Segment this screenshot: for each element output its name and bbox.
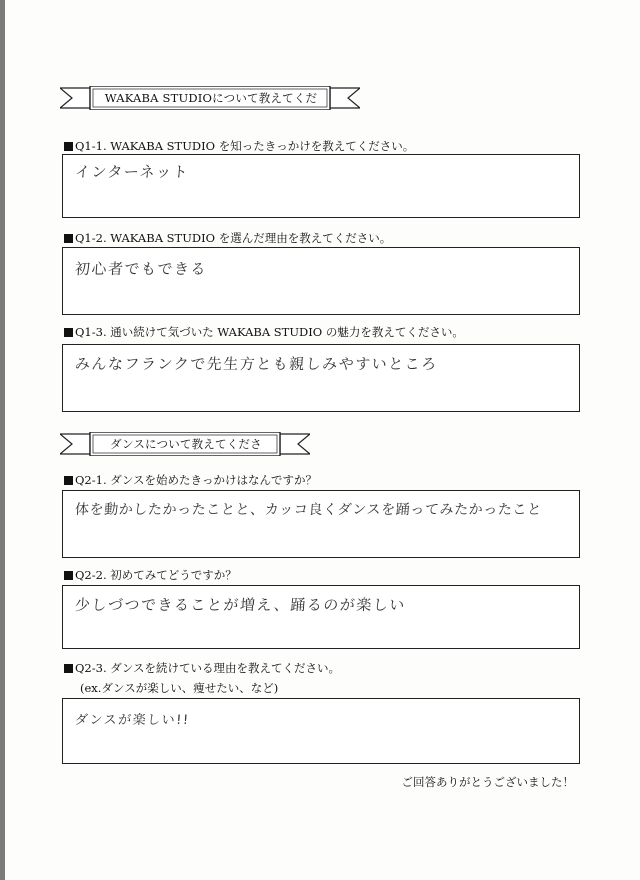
answer-box-q2-3[interactable] (62, 698, 580, 764)
square-bullet-icon (64, 664, 73, 673)
answer-text: インターネット (74, 163, 190, 181)
question-q1-1 (64, 138, 414, 154)
section2-title: ダンスについて教えてくださ (110, 437, 262, 451)
square-bullet-icon (64, 234, 73, 243)
answer-box-q2-2[interactable] (62, 585, 580, 649)
answer-text: みんなフランクで先生方とも親しみやすいところ (74, 355, 439, 373)
question-label: Q2-3. ダンスを続けている理由を教えてください。 (75, 661, 341, 675)
answer-box-q2-1[interactable] (62, 490, 580, 558)
section1-ribbon (60, 86, 360, 110)
question-q1-2 (64, 230, 391, 246)
question-q1-3 (64, 324, 464, 340)
question-label: Q1-3. 通い続けて気づいた WAKABA STUDIO の魅力を教えてください。 (75, 325, 464, 339)
answer-text: ダンスが楽しい!! (74, 713, 191, 728)
question-label: Q2-1. ダンスを始めたきっかけはなんですか？ (75, 473, 318, 487)
section1-title: WAKABA STUDIOについて教えてくだ (104, 91, 318, 105)
square-bullet-icon (64, 328, 73, 337)
question-label: Q1-1. WAKABA STUDIO を知ったきっかけを教えてください。 (75, 139, 415, 153)
square-bullet-icon (64, 142, 73, 151)
square-bullet-icon (64, 571, 73, 580)
section2-ribbon (60, 432, 310, 456)
question-label: Q1-2. WAKABA STUDIO を選んだ理由を教えてください。 (75, 231, 392, 245)
question-q2-2 (64, 567, 237, 583)
answer-box-q1-1[interactable] (62, 154, 580, 218)
answer-box-q1-3[interactable] (62, 344, 580, 412)
scan-edge (0, 0, 5, 880)
question-q2-3 (64, 660, 340, 676)
question-q2-3-example: (ex.ダンスが楽しい、痩せたい、など) (80, 681, 279, 695)
answer-text: 体を動かしたかったことと、カッコ良くダンスを踊ってみたかったこと (74, 502, 543, 518)
answer-box-q1-2[interactable] (62, 247, 580, 315)
question-q2-1 (64, 472, 317, 488)
answer-text: 少しづつできることが増え、踊るのが楽しい (74, 596, 407, 614)
question-label: Q2-2. 初めてみてどうですか？ (75, 568, 237, 582)
closing-message: ご回答ありがとうございました！ (401, 775, 574, 789)
answer-text: 初心者でもできる (74, 260, 208, 278)
square-bullet-icon (64, 476, 73, 485)
